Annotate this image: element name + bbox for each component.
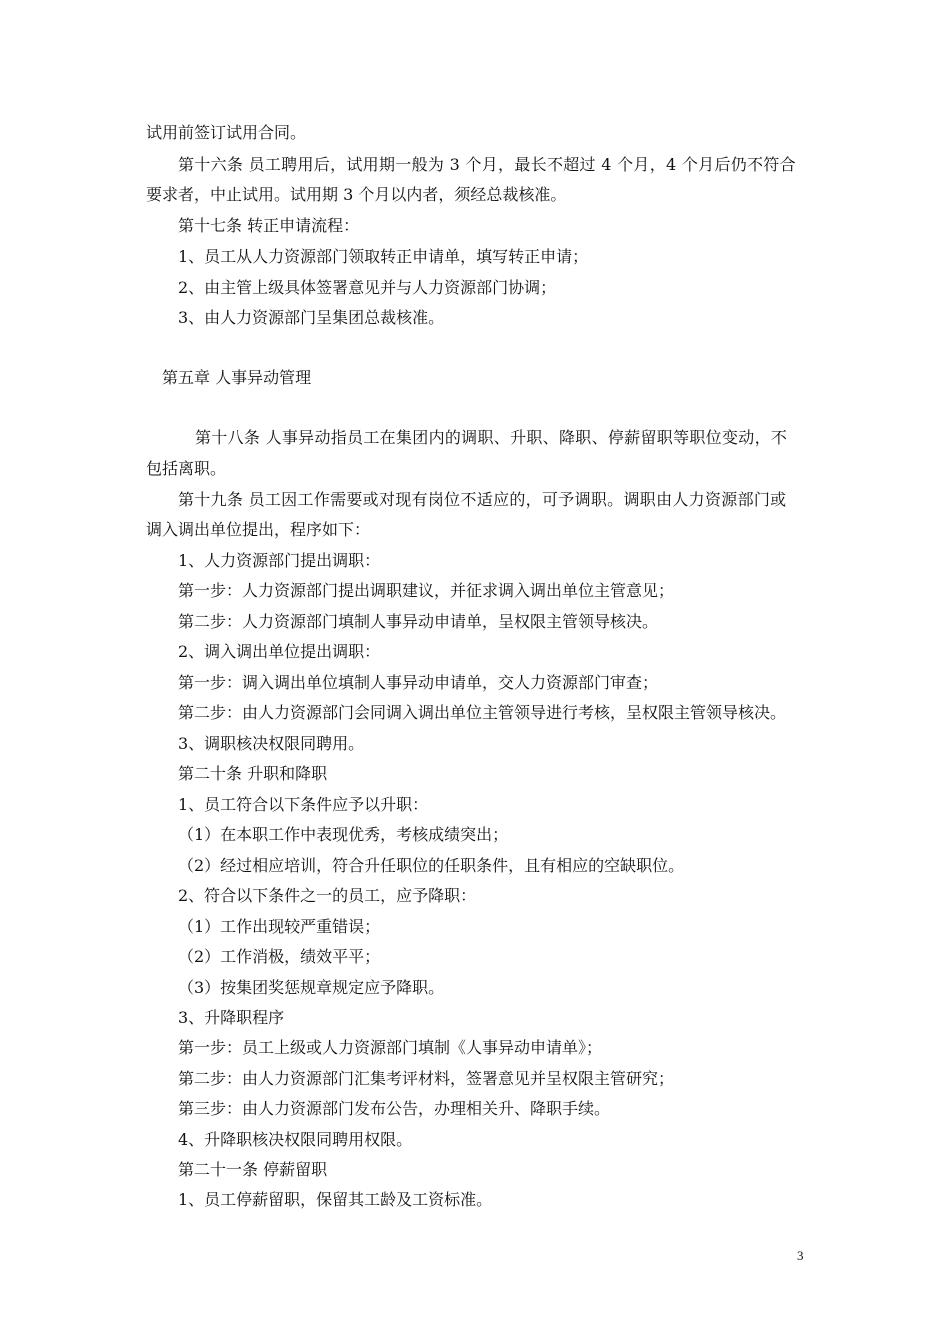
step-item: 第三步：由人力资源部门发布公告，办理相关升、降职手续。 (178, 1099, 611, 1118)
article-19: 第十九条 员工因工作需要或对现有岗位不适应的，可予调职。调职由人力资源部门或 (178, 490, 787, 509)
step-item: 第一步：调入调出单位填制人事异动申请单，交人力资源部门审查； (178, 673, 659, 692)
page-number: 3 (797, 1248, 804, 1263)
list-item: 2、符合以下条件之一的员工，应予降职： (178, 886, 477, 905)
step-item: 第一步：人力资源部门提出调职建议，并征求调入调出单位主管意见； (178, 581, 675, 600)
list-item: 2、由主管上级具体签署意见并与人力资源部门协调； (178, 278, 557, 297)
list-item: 1、员工停薪留职，保留其工龄及工资标准。 (178, 1190, 493, 1209)
list-item: 1、员工从人力资源部门领取转正申请单，填写转正申请； (178, 247, 589, 266)
list-item: （2）经过相应培训，符合升任职位的任职条件，且有相应的空缺职位。 (178, 856, 685, 875)
article-21: 第二十一条 停薪留职 (178, 1160, 328, 1179)
list-item: 2、调入调出单位提出调职： (178, 642, 381, 661)
step-item: 第二步：由人力资源部门汇集考评材料，签署意见并呈权限主管研究； (178, 1069, 675, 1088)
list-item: 1、员工符合以下条件应予以升职： (178, 795, 429, 814)
list-item: 4、升降职核决权限同聘用权限。 (178, 1130, 413, 1149)
list-item: 3、升降职程序 (178, 1008, 285, 1027)
list-item: （3）按集团奖惩规章规定应予降职。 (178, 978, 445, 997)
text-line: 包括离职。 (146, 459, 227, 478)
step-item: 第一步：员工上级或人力资源部门填制《人事异动申请单》； (178, 1038, 603, 1057)
article-18: 第十八条 人事异动指员工在集团内的调职、升职、降职、停薪留职等职位变动，不 (195, 428, 788, 447)
text-line: 试用前签订试用合同。 (146, 123, 307, 142)
step-item: 第二步：由人力资源部门会同调入调出单位主管领导进行考核，呈权限主管领导核决。 (178, 703, 787, 722)
article-20: 第二十条 升职和降职 (178, 764, 328, 783)
list-item: 3、由人力资源部门呈集团总裁核准。 (178, 308, 445, 327)
list-item: （1）工作出现较严重错误； (178, 917, 381, 936)
list-item: （2）工作消极，绩效平平； (178, 947, 381, 966)
list-item: 3、调职核决权限同聘用。 (178, 734, 365, 753)
list-item: 1、人力资源部门提出调职： (178, 551, 381, 570)
article-16: 第十六条 员工聘用后，试用期一般为 3 个月，最长不超过 4 个月，4 个月后仍不符合 (178, 155, 796, 174)
text-line: 要求者，中止试用。试用期 3 个月以内者，须经总裁核准。 (146, 185, 567, 204)
article-17: 第十七条 转正申请流程： (178, 216, 360, 235)
list-item: （1）在本职工作中表现优秀，考核成绩突出； (178, 825, 509, 844)
step-item: 第二步：人力资源部门填制人事异动申请单，呈权限主管领导核决。 (178, 612, 659, 631)
chapter-heading: 第五章 人事异动管理 (162, 368, 312, 387)
text-line: 调入调出单位提出，程序如下： (146, 520, 371, 539)
